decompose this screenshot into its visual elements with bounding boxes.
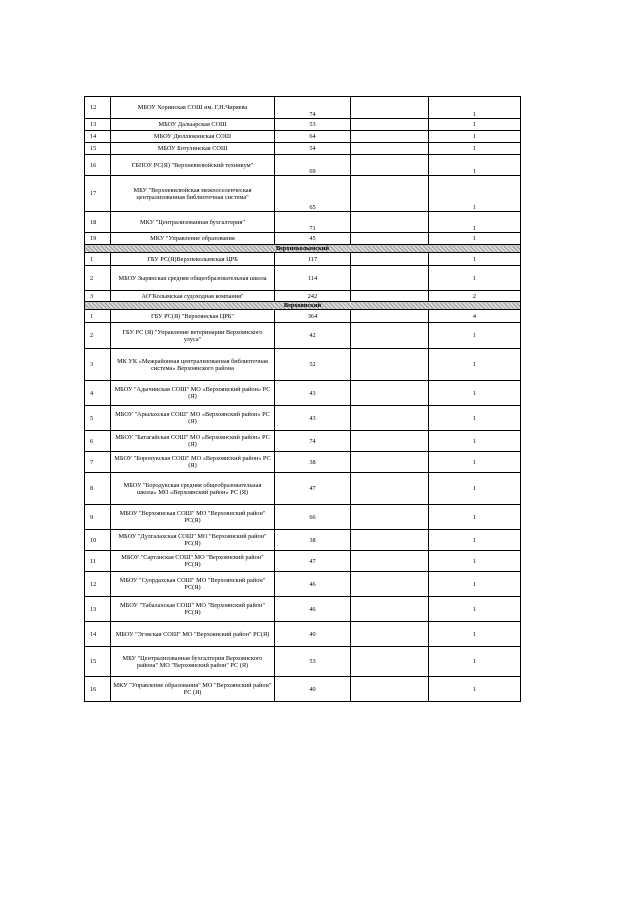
empty-cell xyxy=(351,291,429,302)
document-table xyxy=(84,96,521,702)
empty-cell xyxy=(351,677,429,702)
table-row xyxy=(85,431,521,452)
organization-name-cell: МБОУ "Бородукская средняя общеобразовательная школа» МО «Верхоянский район» РС (Я) xyxy=(111,473,275,505)
empty-cell xyxy=(351,233,429,245)
employee-count-cell: 66 xyxy=(275,505,351,530)
empty-cell xyxy=(351,473,429,505)
row-number-cell: 4 xyxy=(85,381,111,406)
table-row xyxy=(85,597,521,622)
quota-value-cell: 1 xyxy=(429,452,521,473)
table-row xyxy=(85,551,521,572)
quota-value-cell: 1 xyxy=(429,212,521,233)
empty-cell xyxy=(351,176,429,212)
organization-name-cell: МБОУ "Арылахская СОШ" МО «Верхоянский район» РС (Я) xyxy=(111,406,275,431)
section-header-row xyxy=(85,245,521,253)
row-number-cell: 16 xyxy=(85,677,111,702)
table-row xyxy=(85,97,521,119)
section-header-row xyxy=(85,302,521,310)
empty-cell xyxy=(351,551,429,572)
table-row xyxy=(85,291,521,302)
table-row xyxy=(85,406,521,431)
organization-name-cell: МКУ "Централизованная бухгалтерия" xyxy=(111,212,275,233)
table-row xyxy=(85,176,521,212)
organization-name-cell: МБОУ Хоринская СОШ им. Г.Н.Чиряева xyxy=(111,97,275,119)
organization-name-cell: МБОУ Дальырская СОШ xyxy=(111,119,275,131)
employee-count-cell: 43 xyxy=(275,381,351,406)
organization-name-cell: МБОУ "Боронукская СОШ" МО «Верхоянский район» РС (Я) xyxy=(111,452,275,473)
row-number-cell: 12 xyxy=(85,572,111,597)
table-row xyxy=(85,349,521,381)
empty-cell xyxy=(351,212,429,233)
employee-count-cell: 53 xyxy=(275,647,351,677)
organization-name-cell: МБОУ Дюллюкинская СОШ xyxy=(111,131,275,143)
row-number-cell: 9 xyxy=(85,505,111,530)
employee-count-cell: 242 xyxy=(275,291,351,302)
empty-cell xyxy=(351,530,429,551)
table-row xyxy=(85,155,521,176)
employee-count-cell: 45 xyxy=(275,233,351,245)
employee-count-cell: 40 xyxy=(275,622,351,647)
employee-count-cell: 74 xyxy=(275,97,351,119)
employee-count-cell: 53 xyxy=(275,119,351,131)
row-number-cell: 17 xyxy=(85,176,111,212)
empty-cell xyxy=(351,131,429,143)
employee-count-cell: 71 xyxy=(275,212,351,233)
row-number-cell: 13 xyxy=(85,119,111,131)
empty-cell xyxy=(351,505,429,530)
organization-name-cell: МБОУ "Дулгалахская СОШ" МО "Верхоянский район" РС(Я) xyxy=(111,530,275,551)
employee-count-cell: 46 xyxy=(275,597,351,622)
quota-value-cell: 1 xyxy=(429,551,521,572)
employee-count-cell: 42 xyxy=(275,323,351,349)
quota-value-cell: 1 xyxy=(429,119,521,131)
organization-name-cell: МБОУ "Суордахская СОШ" МО "Верхоянский район" РС(Я) xyxy=(111,572,275,597)
empty-cell xyxy=(351,572,429,597)
row-number-cell: 1 xyxy=(85,310,111,323)
empty-cell xyxy=(351,381,429,406)
organization-name-cell: МБОУ Зырянская средняя общеобразовательная школа xyxy=(111,266,275,291)
quota-value-cell: 1 xyxy=(429,406,521,431)
row-number-cell: 14 xyxy=(85,622,111,647)
table-row xyxy=(85,530,521,551)
table-row xyxy=(85,119,521,131)
table-row xyxy=(85,233,521,245)
employee-count-cell: 43 xyxy=(275,406,351,431)
empty-cell xyxy=(351,622,429,647)
empty-cell xyxy=(351,452,429,473)
organization-name-cell: ГБПОУ РС(Я) "Верхневилюйский техникум" xyxy=(111,155,275,176)
row-number-cell: 11 xyxy=(85,551,111,572)
quota-value-cell: 1 xyxy=(429,530,521,551)
organization-name-cell: МКУ "Управление образования xyxy=(111,233,275,245)
row-number-cell: 8 xyxy=(85,473,111,505)
row-number-cell: 14 xyxy=(85,131,111,143)
organization-name-cell: АО"Колымская судоходная компания" xyxy=(111,291,275,302)
organization-name-cell: МБОУ Ботулинская СОШ xyxy=(111,143,275,155)
organization-name-cell: МБОУ "Адычинская СОШ" МО «Верхоянский район» РС (Я) xyxy=(111,381,275,406)
employee-count-cell: 47 xyxy=(275,551,351,572)
empty-cell xyxy=(351,406,429,431)
employee-count-cell: 38 xyxy=(275,530,351,551)
employee-count-cell: 117 xyxy=(275,253,351,266)
table-row xyxy=(85,381,521,406)
quota-value-cell: 4 xyxy=(429,310,521,323)
empty-cell xyxy=(351,323,429,349)
employee-count-cell: 65 xyxy=(275,176,351,212)
organization-name-cell: МБОУ "Верхоянская СОШ" МО "Верхоянский район" РС(Я) xyxy=(111,505,275,530)
quota-value-cell: 1 xyxy=(429,131,521,143)
quota-value-cell: 1 xyxy=(429,473,521,505)
organization-name-cell: МБУ "Верхневилюйская межпоселенческая централизованная библиотечная система" xyxy=(111,176,275,212)
table-row xyxy=(85,143,521,155)
empty-cell xyxy=(351,143,429,155)
row-number-cell: 3 xyxy=(85,291,111,302)
organization-name-cell: МКУ "Управление образования" МО "Верхоянский район" РС (Я) xyxy=(111,677,275,702)
organization-name-cell: ГБУ РС (Я) "Управление ветеринарии Верхоянского улуса" xyxy=(111,323,275,349)
organization-name-cell: МК УК «Межрайонная централизованная библиотечная система» Верхоянского района xyxy=(111,349,275,381)
quota-value-cell: 1 xyxy=(429,622,521,647)
row-number-cell: 12 xyxy=(85,97,111,119)
empty-cell xyxy=(351,349,429,381)
employee-count-cell: 46 xyxy=(275,572,351,597)
quota-value-cell: 1 xyxy=(429,572,521,597)
table-row xyxy=(85,310,521,323)
table-row xyxy=(85,131,521,143)
empty-cell xyxy=(351,266,429,291)
table-row xyxy=(85,473,521,505)
empty-cell xyxy=(351,155,429,176)
organization-name-cell: МБОУ "Сартанская СОШ" МО "Верхоянский район" РС(Я) xyxy=(111,551,275,572)
row-number-cell: 7 xyxy=(85,452,111,473)
empty-cell xyxy=(351,431,429,452)
quota-value-cell: 1 xyxy=(429,381,521,406)
employee-count-cell: 74 xyxy=(275,431,351,452)
row-number-cell: 2 xyxy=(85,323,111,349)
employee-count-cell: 54 xyxy=(275,143,351,155)
quota-value-cell: 1 xyxy=(429,349,521,381)
table-row xyxy=(85,212,521,233)
table-row xyxy=(85,505,521,530)
table-row xyxy=(85,677,521,702)
quota-value-cell: 2 xyxy=(429,291,521,302)
row-number-cell: 1 xyxy=(85,253,111,266)
employee-count-cell: 364 xyxy=(275,310,351,323)
row-number-cell: 19 xyxy=(85,233,111,245)
quota-value-cell: 1 xyxy=(429,505,521,530)
section-title: Верхнеколымский xyxy=(85,245,521,253)
quota-value-cell: 1 xyxy=(429,233,521,245)
table-row xyxy=(85,647,521,677)
quota-value-cell: 1 xyxy=(429,677,521,702)
quota-value-cell: 1 xyxy=(429,323,521,349)
row-number-cell: 13 xyxy=(85,597,111,622)
row-number-cell: 2 xyxy=(85,266,111,291)
table-row xyxy=(85,253,521,266)
section-title: Верхоянский xyxy=(85,302,521,310)
employee-count-cell: 40 xyxy=(275,677,351,702)
row-number-cell: 6 xyxy=(85,431,111,452)
table-row xyxy=(85,622,521,647)
organization-name-cell: ГБУ РС(Я)Верхнеколымская ЦРБ xyxy=(111,253,275,266)
table-body xyxy=(85,97,521,702)
table-row xyxy=(85,323,521,349)
organization-name-cell: МБУ "Централизованная бухгалтерия Верхоянского района" МО "Верхоянский район" РС (Я) xyxy=(111,647,275,677)
empty-cell xyxy=(351,310,429,323)
quota-value-cell: 1 xyxy=(429,597,521,622)
empty-cell xyxy=(351,97,429,119)
quota-value-cell: 1 xyxy=(429,155,521,176)
employee-count-cell: 52 xyxy=(275,349,351,381)
quota-value-cell: 1 xyxy=(429,253,521,266)
quota-value-cell: 1 xyxy=(429,266,521,291)
table-row xyxy=(85,572,521,597)
organization-name-cell: МБОУ "Эгэвская СОШ" МО "Верхоянский район" РС(Я) xyxy=(111,622,275,647)
organization-name-cell: ГБУ РС(Я) "Верхоянская ЦРБ" xyxy=(111,310,275,323)
employee-count-cell: 114 xyxy=(275,266,351,291)
row-number-cell: 16 xyxy=(85,155,111,176)
empty-cell xyxy=(351,647,429,677)
row-number-cell: 5 xyxy=(85,406,111,431)
row-number-cell: 15 xyxy=(85,647,111,677)
table-row xyxy=(85,266,521,291)
quota-value-cell: 1 xyxy=(429,97,521,119)
row-number-cell: 15 xyxy=(85,143,111,155)
empty-cell xyxy=(351,253,429,266)
employee-count-cell: 64 xyxy=(275,131,351,143)
employee-count-cell: 38 xyxy=(275,452,351,473)
table-row xyxy=(85,452,521,473)
row-number-cell: 10 xyxy=(85,530,111,551)
quota-value-cell: 1 xyxy=(429,143,521,155)
quota-value-cell: 1 xyxy=(429,647,521,677)
quota-value-cell: 1 xyxy=(429,176,521,212)
empty-cell xyxy=(351,597,429,622)
empty-cell xyxy=(351,119,429,131)
row-number-cell: 18 xyxy=(85,212,111,233)
organization-name-cell: МБОУ "Батагайская СОШ" МО «Верхоянский район» РС (Я) xyxy=(111,431,275,452)
employee-count-cell: 69 xyxy=(275,155,351,176)
employee-count-cell: 47 xyxy=(275,473,351,505)
organization-name-cell: МБОУ "Табалахская СОШ" МО "Верхоянский район" РС(Я) xyxy=(111,597,275,622)
quota-value-cell: 1 xyxy=(429,431,521,452)
row-number-cell: 3 xyxy=(85,349,111,381)
